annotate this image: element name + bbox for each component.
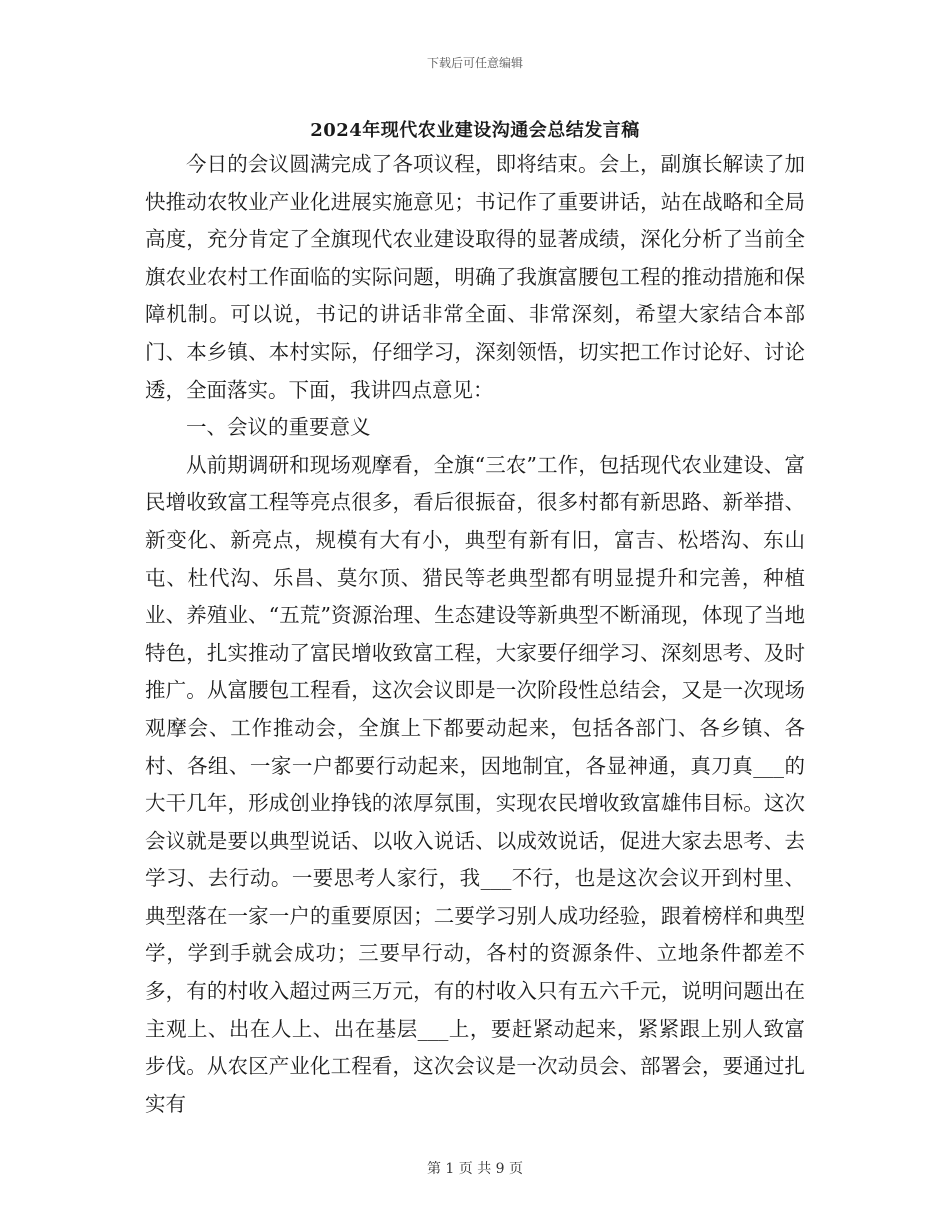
document-body xyxy=(145,146,805,1123)
page-number: 第 1 页 共 9 页 xyxy=(426,1161,524,1177)
paragraph-significance: 从前期调研和现场观摩看，全旗“三农”工作，包括现代农业建设、富民增收致富工程等亮点很多，看后很振奋，很多村都有新思路、新举措、新变化、新亮点，规模有大有小，典型有新有旧，富吉、松塔沟、东山屯、杜代沟、乐昌、莫尔顶、猎民等老典型都有明显提升和完善，种植业、养殖业、“五荒”资源治理、生态建设等新典型不断涌现，体现了当地特色，扎实推动了富民增收致富工程，大家要仔细学习、深刻思考、及时推广。从富腰包工程看，这次会议即是一次阶段性总结会，又是一次现场观摩会、工作推动会，全旗上下都要动起来，包括各部门、各乡镇、各村、各组、一家一户都要行动起来，因地制宜，各显神通，真刀真___的大干几年，形成创业挣钱的浓厚氛围，实现农民增收致富雄伟目标。这次会议就是要以典型说话、以收入说话、以成效说话，促进大家去思考、去学习、去行动。一要思考人家行，我___不行，也是这次会议开到村里、典型落在一家一户的重要原因；二要学习别人成功经验，跟着榜样和典型学，学到手就会成功；三要早行动，各村的资源条件、立地条件都差不多，有的村收入超过两三万元，有的村收入只有五六千元，说明问题出在主观上、出在人上、出在基层___上，要赶紧动起来，紧紧跟上别人致富步伐。从农区产业化工程看，这次会议是一次动员会、部署会，要通过扎实有 xyxy=(145,452,805,1116)
page-header-note: 下载后可任意编辑 xyxy=(426,56,523,70)
document-title: 2024年现代农业建设沟通会总结发言稿 xyxy=(310,120,640,141)
section-heading-1: 一、会议的重要意义 xyxy=(186,415,371,440)
paragraph-intro: 今日的会议圆满完成了各项议程，即将结束。会上，副旗长解读了加快推动农牧业产业化进展实施意见；书记作了重要讲话，站在战略和全局高度，充分肯定了全旗现代农业建设取得的显著成绩，深化分析了当前全旗农业农村工作面临的实际问题，明确了我旗富腰包工程的推动措施和保障机制。可以说，书记的讲话非常全面、非常深刻，希望大家结合本部门、本乡镇、本村实际，仔细学习，深刻领悟，切实把工作讨论好、讨论透，全面落实。下面，我讲四点意见： xyxy=(145,152,805,402)
